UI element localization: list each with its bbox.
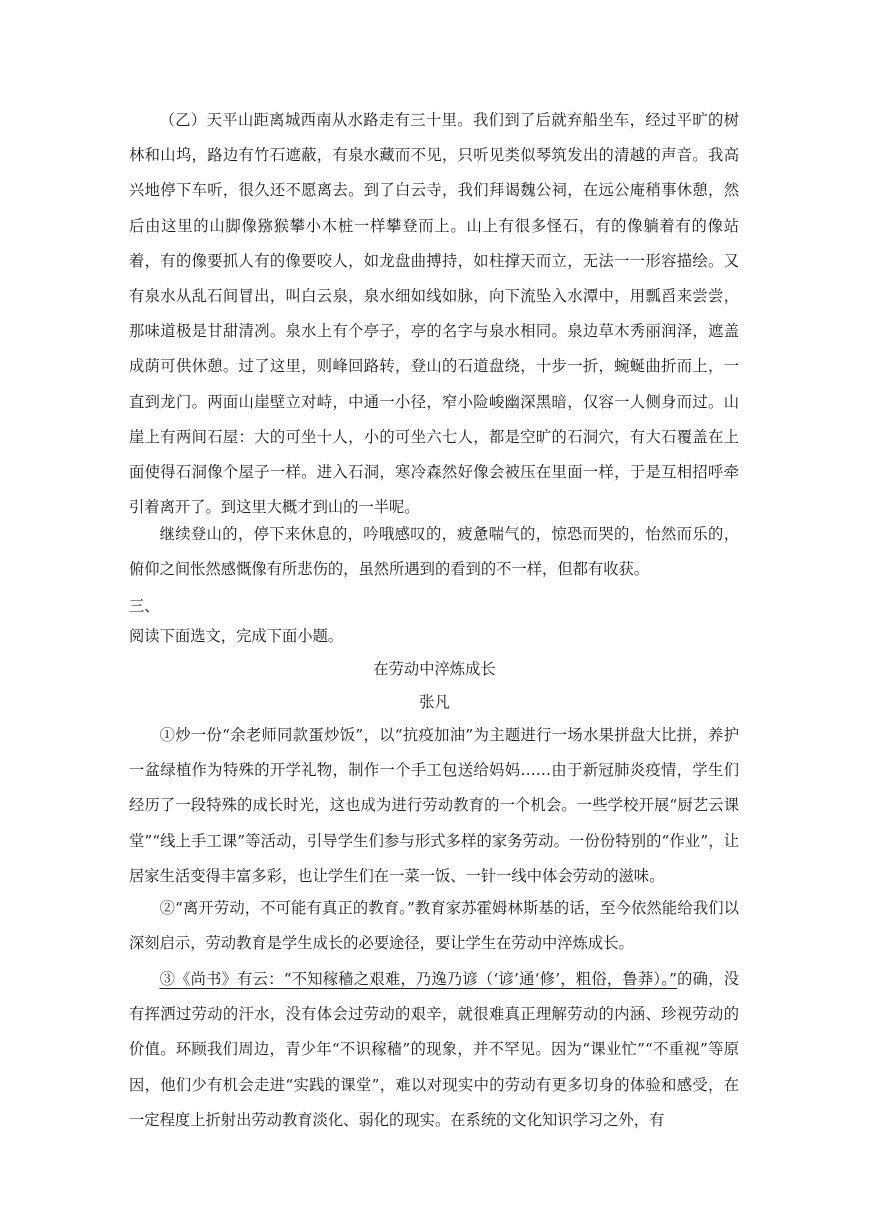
- paragraph-3-body: 的确，没有挥洒过劳动的汗水，没有体会过劳动的艰辛，就很难真正理解劳动的内涵、珍视劳动的价值。环顾我们周边，青少年“不识稼穑”的现象，并不罕见。因为“课业忙”“不重视”等原因，他们少有机会走进“实践的课堂”，难以对现实中的劳动有更多切身的体验和感受，在一定程度上折射出劳动教育淡化、弱化的现实。在系统的文化知识学习之外，有: [129, 970, 739, 1129]
- underlined-quotation: ③《尚书》有云：“不知稼穑之艰难，乃逸乃谚（‘谚’通‘修’，粗俗，鲁莽）。”: [159, 970, 677, 988]
- article-paragraph-2: ②“离开劳动，不可能有真正的教育。”教育家苏霍姆林斯基的话，至今依然能给我们以深刻启示，劳动教育是学生成长的必要途径，要让学生在劳动中淬炼成长。: [129, 899, 739, 953]
- article-paragraph-1: ①炒一份“余老师同款蛋炒饭”，以“抗疫加油”为主题进行一场水果拼盘大比拼，养护一盆绿植作为特殊的开学礼物，制作一个手工包送给妈妈……由于新冠肺炎疫情，学生们经历了一段特殊的成长时光，这也成为进行劳动教育的一个机会。一些学校开展“厨艺云课堂”“线上手工课”等活动，引导学生们参与形式多样的家务劳动。一份份特别的“作业”，让居家生活变得丰富多彩，也让学生们在一菜一饭、一针一线中体会劳动的滋味。: [129, 726, 739, 885]
- passage-yi-paragraph-1: （乙）天平山距离城西南从水路走有三十里。我们到了后就弃船坐车，经过平旷的树林和山坞，路边有竹石遮蔽，有泉水藏而不见，只听见类似琴筑发出的清越的声音。我高兴地停下车听，很久还不愿离去。到了白云寺，我们拜谒魏公祠，在远公庵稍事休憩，然后由这里的山脚像猕猴攀小木桩一样攀登而上。山上有很多怪石，有的像躺着有的像站着，有的像要抓人有的像要咬人，如龙盘曲搏持，如柱撑天而立，无法一一形容描绘。又有泉水从乱石间冒出，叫白云泉，泉水细如线如脉，向下流坠入水潭中，用瓢舀来尝尝，那味道极是甘甜清冽。泉水上有个亭子，亭的名字与泉水相同。泉边草木秀丽润泽，遮盖成荫可供休憩。过了这里，则峰回路转，登山的石道盘绕，十步一折，蜿蜒曲折而上，一直到龙门。两面山崖壁立对峙，中通一小径，窄小险峻幽深黑暗，仅容一人侧身而过。山崖上有两间石屋：大的可坐十人，小的可坐六七人，都是空旷的石洞穴，有大石覆盖在上面使得石洞像个屋子一样。进入石洞，寒冷森然好像会被压在里面一样，于是互相招呼牵引着离开了。到这里大概才到山的一半呢。: [129, 111, 739, 517]
- passage-yi-paragraph-2: 继续登山的，停下来休息的，吟哦感叹的，疲惫喘气的，惊恐而哭的，怡然而乐的，俯仰之间怅然感慨像有所悲伤的，虽然所遇到的看到的不一样，但都有收获。: [129, 525, 739, 579]
- article-paragraph-3: [129, 962, 739, 1138]
- reading-instruction: 阅读下面选文，完成下面小题。: [129, 627, 344, 645]
- article-author: 张凡: [419, 693, 450, 711]
- section-number: 三、: [129, 597, 160, 615]
- article-title: 在劳动中淬炼成长: [373, 660, 496, 678]
